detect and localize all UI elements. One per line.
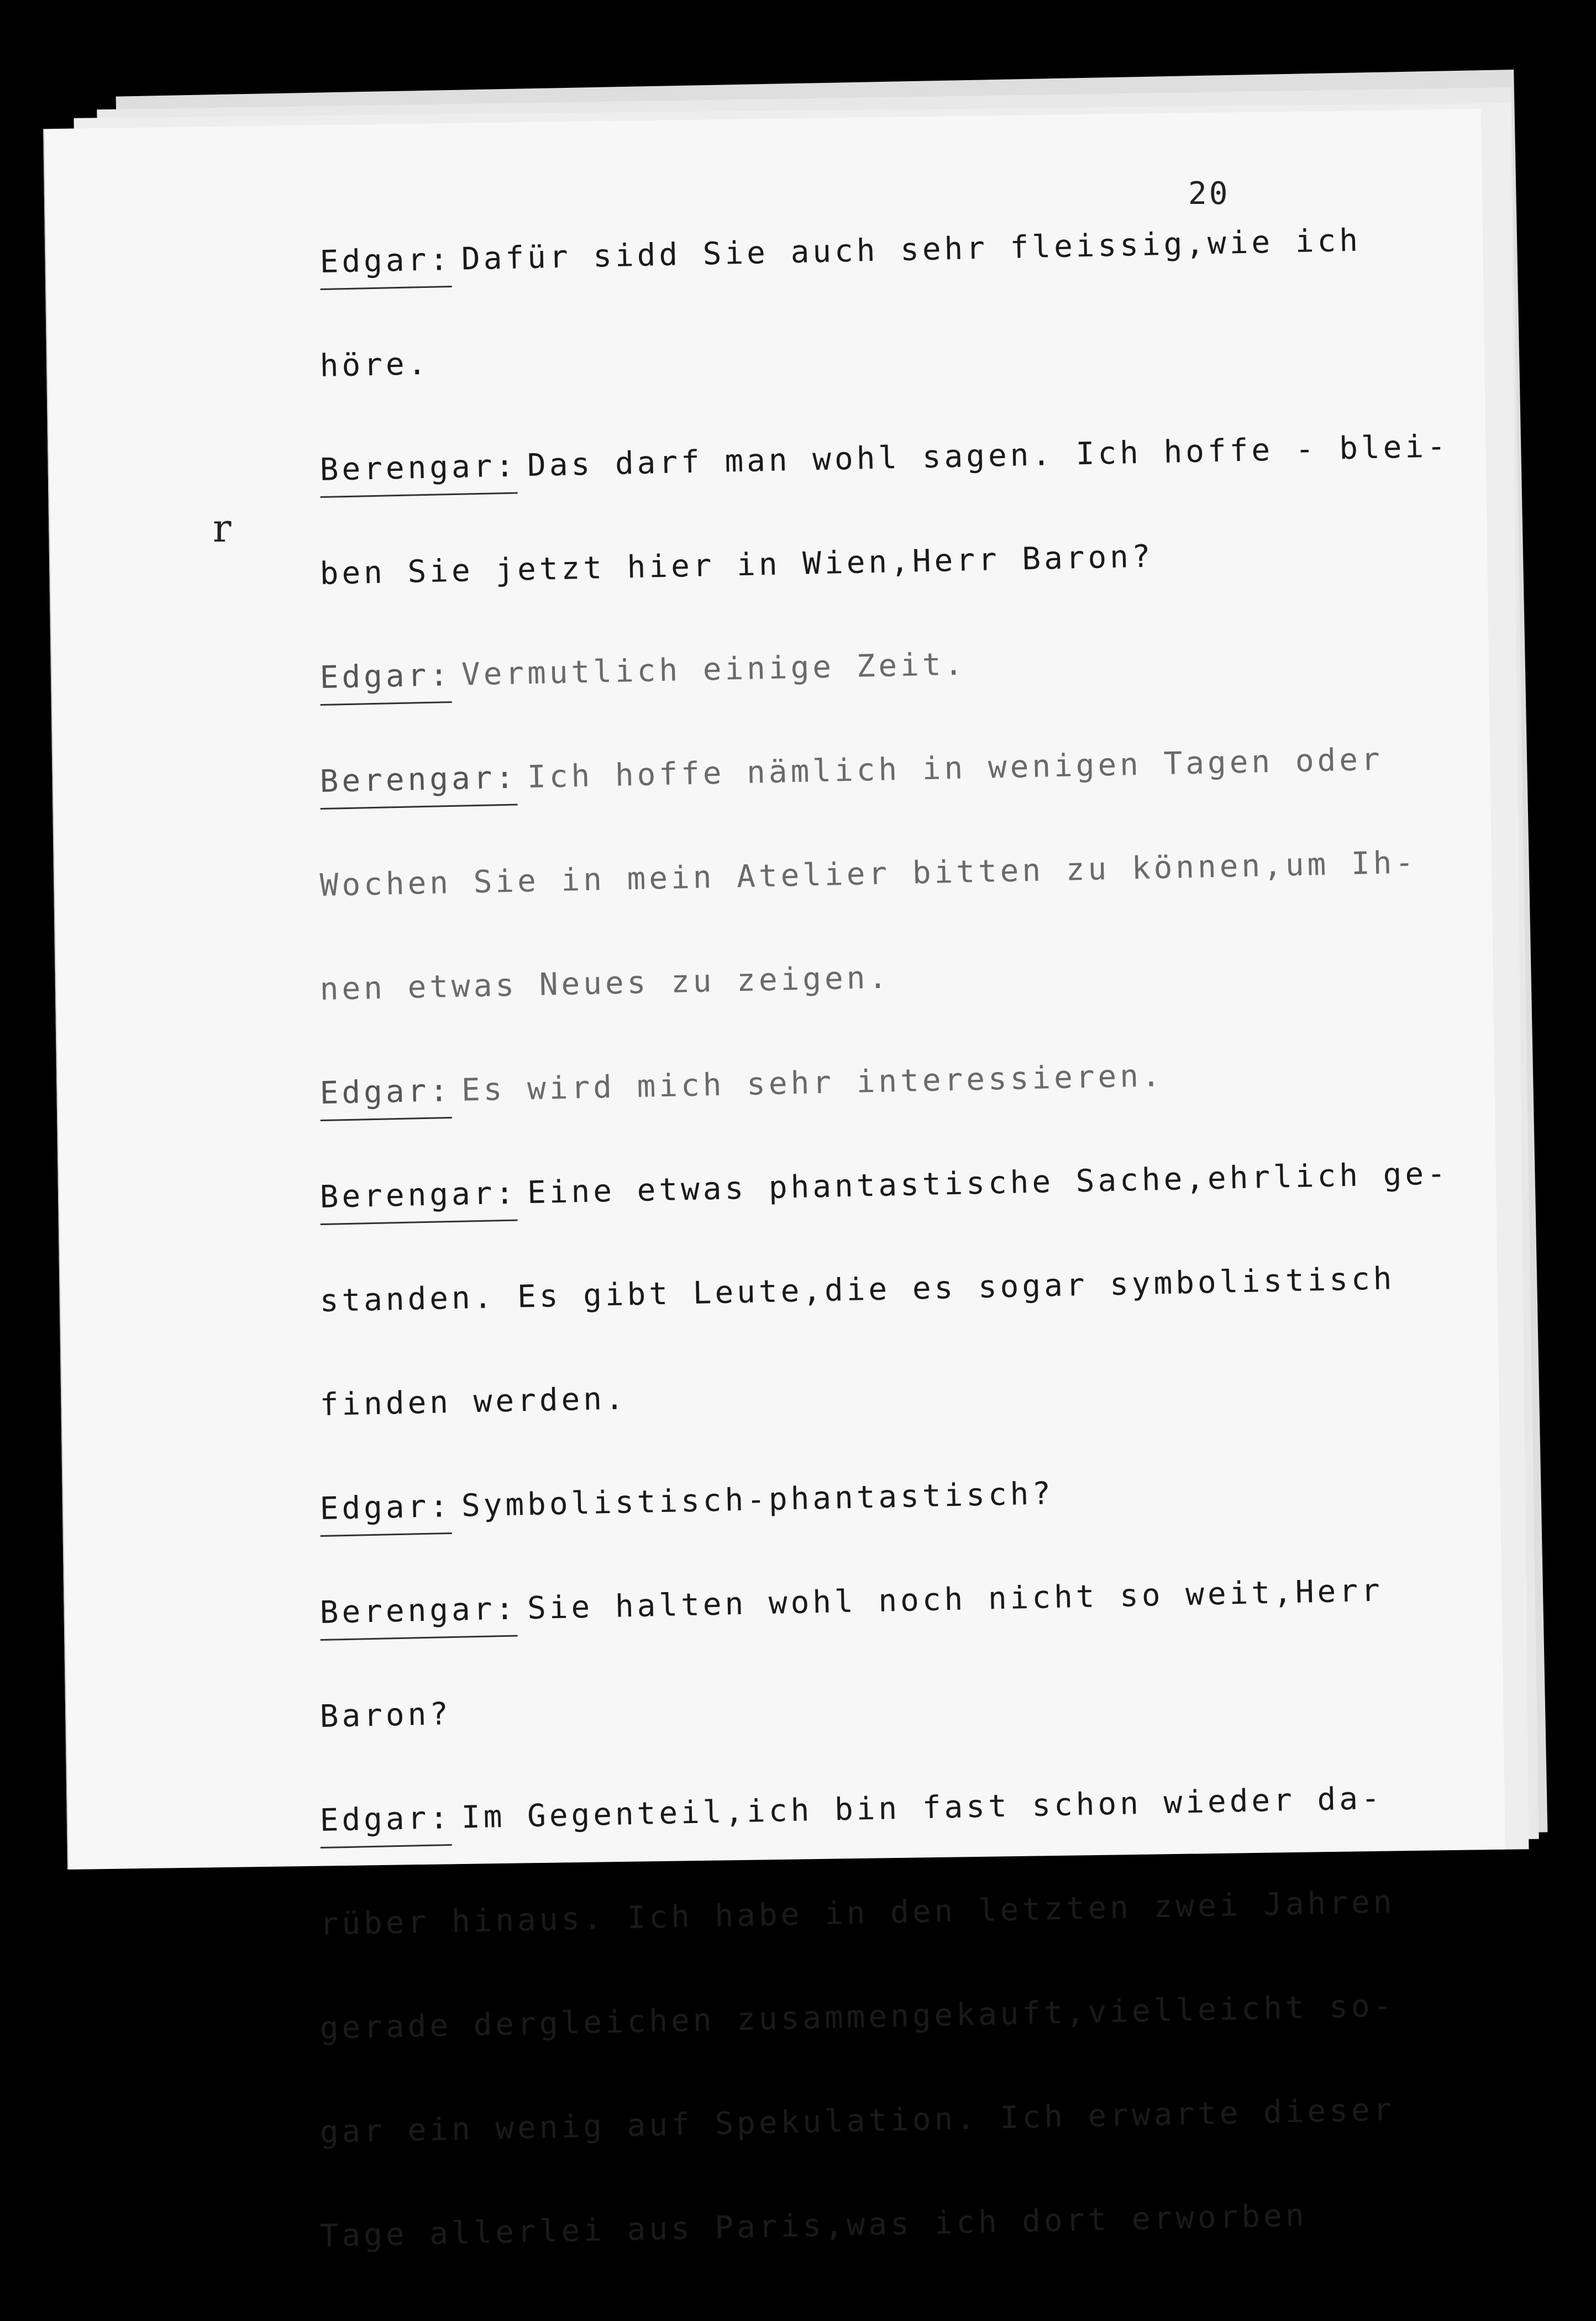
line-text: höre.	[319, 345, 430, 385]
line-text: ben Sie jetzt hier in Wien,Herr Baron?	[319, 538, 1154, 592]
speaker-name: Berengar:	[319, 1174, 518, 1225]
speaker-name: Edgar:	[319, 1072, 452, 1121]
line-text: Es wird mich sehr interessieren.	[461, 1058, 1164, 1109]
line-text: Sie halten wohl noch nicht so weit,Herr	[527, 1572, 1384, 1627]
margin-mark: r	[213, 506, 232, 551]
speaker-name: Edgar:	[319, 1799, 452, 1849]
line-text: finden werden.	[319, 1380, 628, 1424]
speaker-name: Edgar:	[319, 1487, 452, 1537]
line-text: Eine etwas phantastische Sache,ehrlich ge-	[527, 1156, 1450, 1211]
line-text: Wochen Sie in mein Atelier bitten zu können,um Ih-	[319, 844, 1418, 904]
page-number: 20	[1188, 176, 1230, 212]
line-text: gar ein wenig auf Spekulation. Ich erwarte dieser	[319, 2092, 1396, 2151]
line-text: nen etwas Neues zu zeigen.	[319, 959, 891, 1008]
line-text: gerade dergleichen zusammengekauft,vielleicht so-	[319, 1988, 1396, 2047]
speaker-name: Berengar:	[319, 447, 518, 498]
speaker-name: Edgar:	[319, 656, 452, 706]
dialogue-text	[319, 222, 1481, 2321]
line-text: Das darf man wohl sagen. Ich hoffe - blei-	[527, 428, 1450, 484]
line-text: standen. Es gibt Leute,die es sogar symbolistisch	[319, 1261, 1396, 1320]
line-text: Symbolistisch-phantastisch?	[461, 1475, 1054, 1524]
line-text: Ich hoffe nämlich in wenigen Tagen oder	[527, 741, 1384, 796]
line-text: Dafür sidd Sie auch sehr fleissig,wie ich	[461, 222, 1362, 277]
speaker-name: Edgar:	[319, 240, 452, 290]
line-text: Tage allerlei aus Paris,was ich dort erworben	[319, 2197, 1308, 2255]
line-text: Baron?	[319, 1696, 452, 1735]
speaker-name: Berengar:	[319, 759, 518, 810]
line-text: Vermutlich einige Zeit.	[461, 646, 967, 693]
speaker-name: Berengar:	[319, 1590, 518, 1641]
line-text: rüber hinaus. Ich habe in den letzten zwei Jahren	[319, 1884, 1396, 1943]
line-text: Im Gegenteil,ich bin fast schon wieder da-	[461, 1780, 1384, 1836]
